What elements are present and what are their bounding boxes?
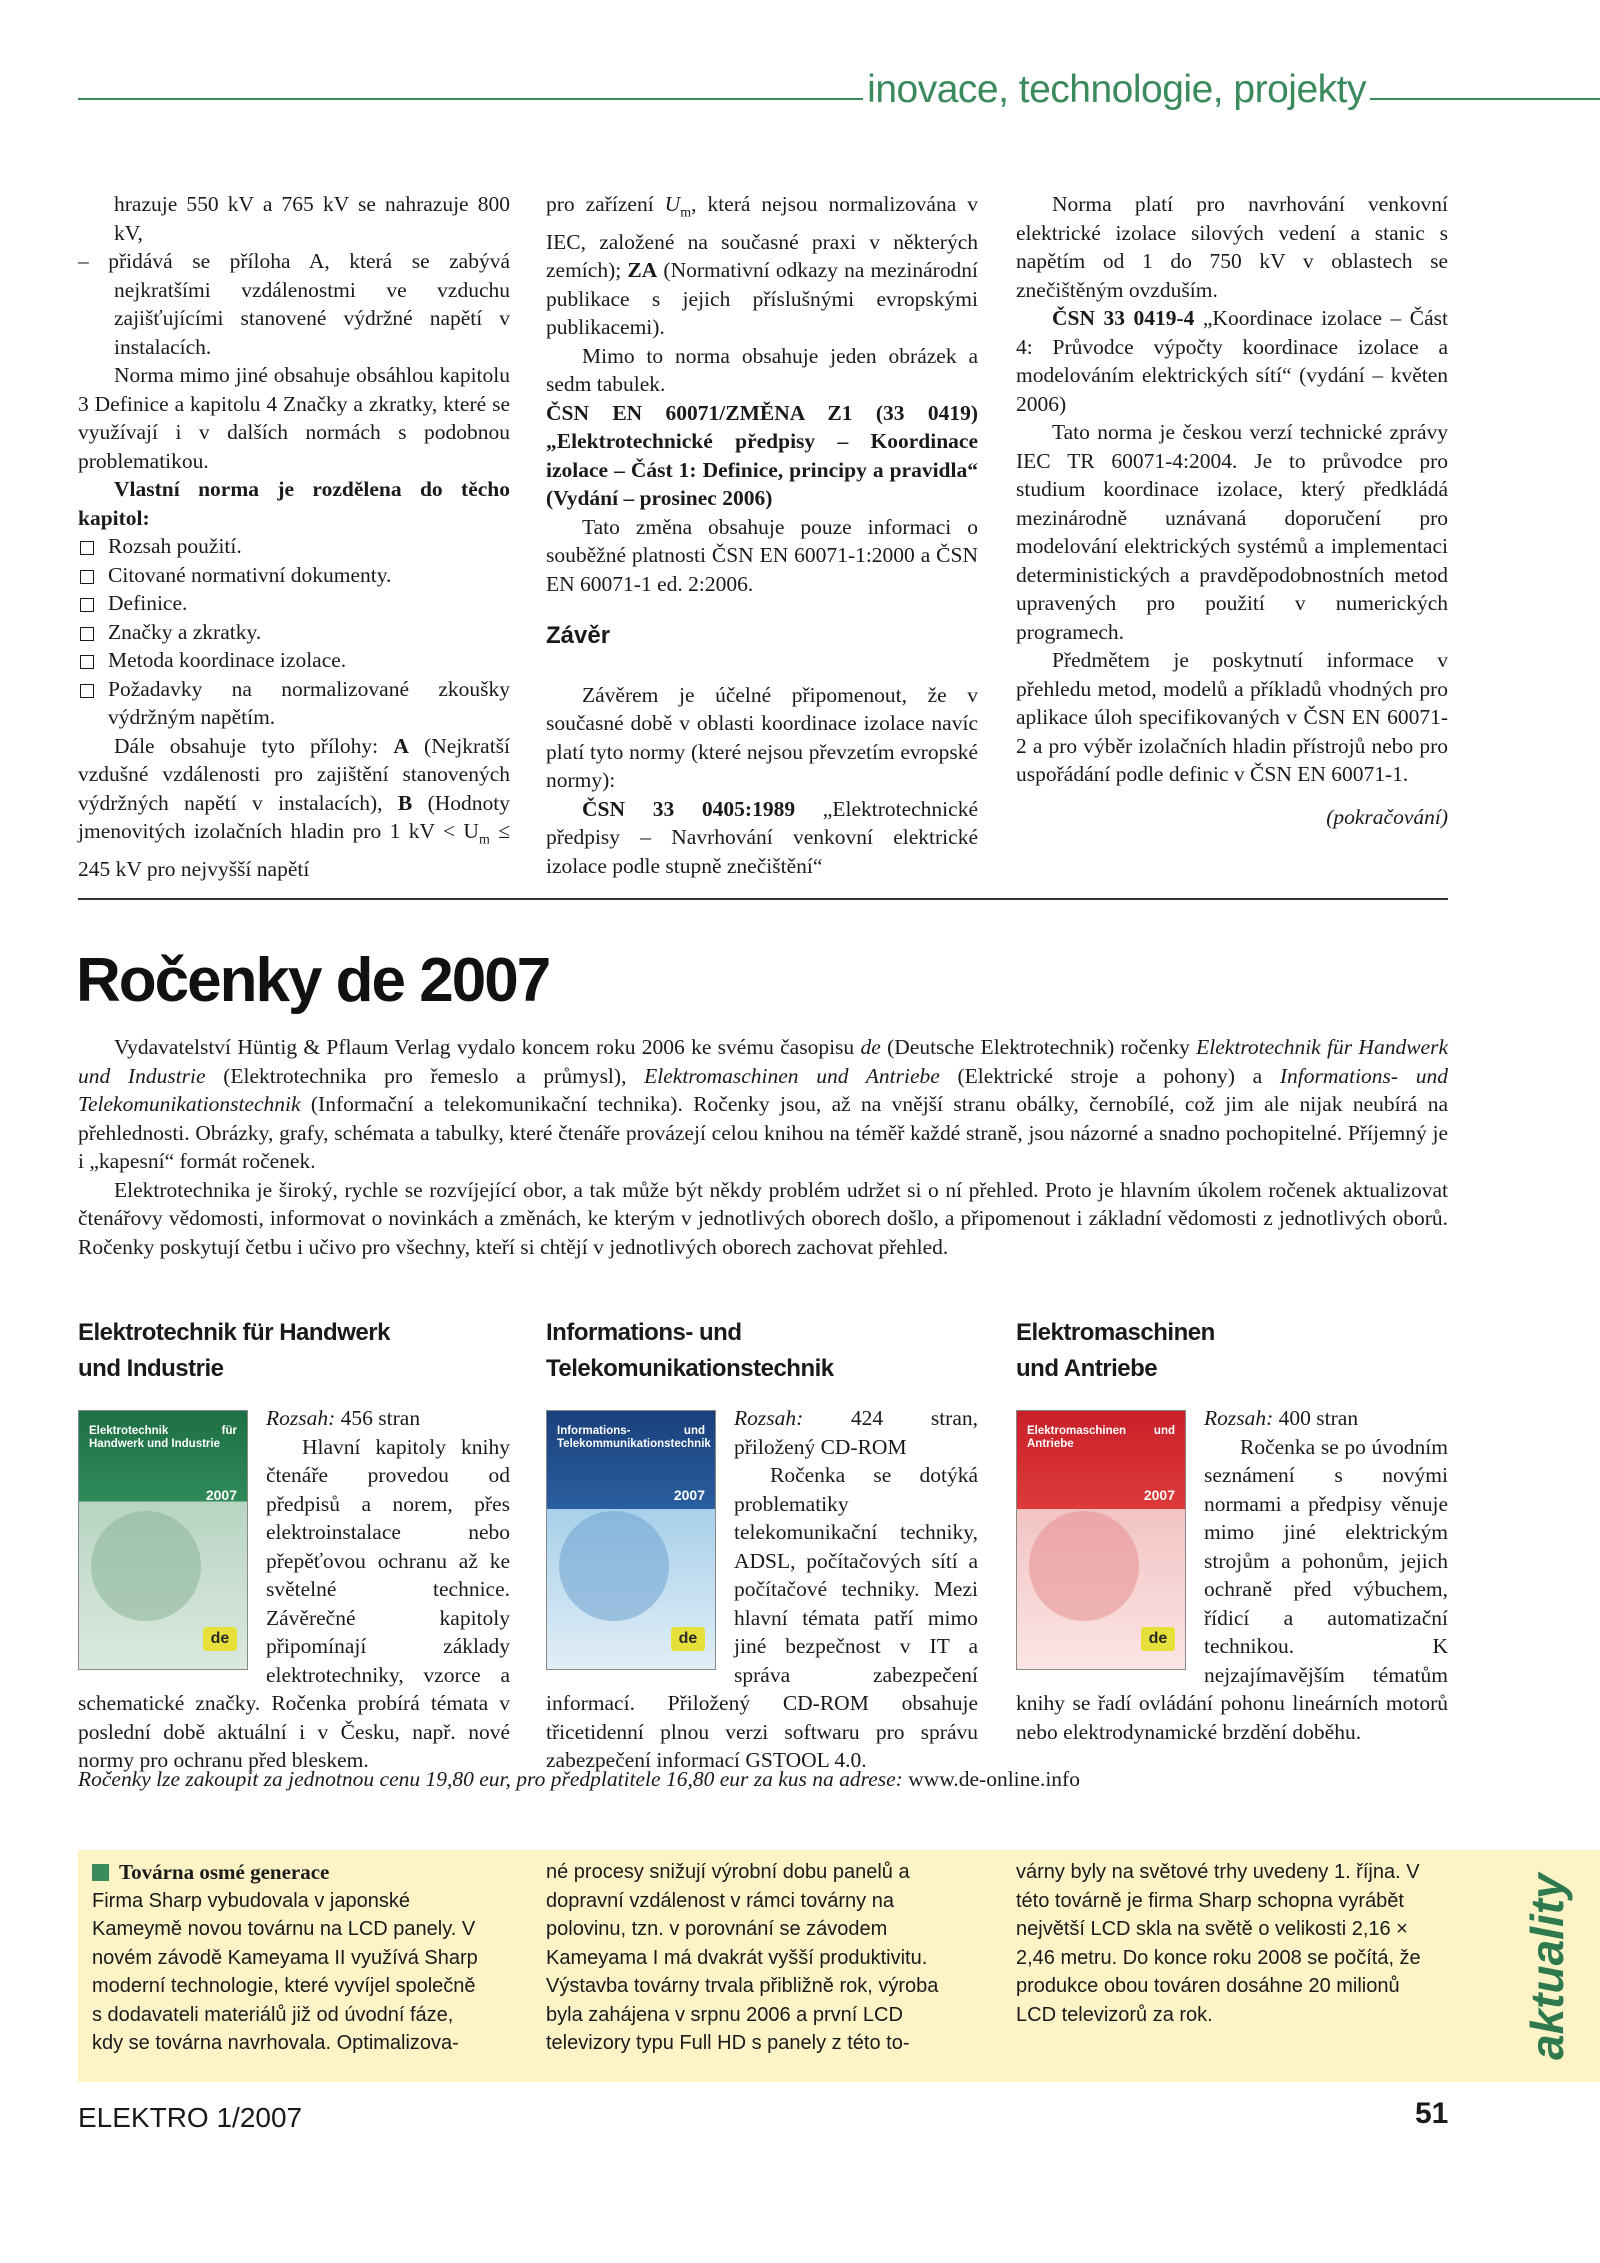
- cover-illustration: [559, 1511, 669, 1621]
- price-note: Ročenky lze zakoupit za jednotnou cenu 19,80 eur, pro předplatitele 16,80 eur za kus na adrese: www.de-online.info: [78, 1767, 1080, 1791]
- book-scope: Rozsah: 400 stran: [1204, 1406, 1359, 1430]
- list-item: Požadavky na normalizované zkoušky výdržným napětím.: [78, 675, 510, 732]
- news-column-2: [546, 1858, 976, 2058]
- news-heading: Továrna osmé generace: [92, 1858, 487, 1887]
- book-cover-image: [78, 1410, 248, 1670]
- issue-label: ELEKTRO 1/2007: [78, 2102, 303, 2133]
- section-side-label: aktuality: [1521, 1873, 1573, 2060]
- paragraph: Závěrem je účelné připomenout, že v současné době v oblasti koordinace izolace navíc platí tyto normy (které nejsou převzetím evropské normy):: [546, 682, 978, 793]
- list-item: Rozsah použití.: [78, 532, 510, 561]
- article-divider: [78, 898, 1448, 900]
- paragraph: Dále obsahuje tyto přílohy: A (Nejkratší vzdušné vzdálenosti pro zajištění stanovených výdržných napětí v instalacích), B (Hodnoty jmenovitých izolačních hladin pro 1 kV < $U_m \le 245$ kV pro nejvyšší napětí: [78, 733, 511, 881]
- article-intro: [78, 1033, 1448, 1261]
- book-cover-image: [1016, 1410, 1186, 1670]
- paragraph: pro zařízení $U_m$, která nejsou normalizována v IEC, založené na současné praxi v některých zemích); ZA (Normativní odkazy na mezinárodní publikace s jejich příslušnými evropskými publikacemi).: [546, 192, 978, 340]
- list-item: Metoda koordinace izolace.: [78, 646, 510, 675]
- book-heading: [1016, 1315, 1448, 1387]
- cover-title: Elektrotechnik für Handwerk und Industrie: [89, 1425, 237, 1450]
- news-text: Firma Sharp vybudovala v japonské Kameymě novou továrnu na LCD panely. V novém závodě Kameyama II využívá Sharp moderní technologie, které vyvíjel společně s dodavateli materiálů již od úvodní fáze, kdy se továrna navrhovala. Optimalizova-: [92, 1889, 478, 2054]
- news-text: né procesy snižují výrobní dobu panelů a dopravní vzdálenost v rámci továrny na polovinu, tzn. v porovnání se závodem Kameyama I má dvakrát vyšší produktivitu. Výstavba továrny trvala přibližně rok, výroba byla zahájena v srpnu 2006 a první LCD televizory typu Full HD s panely z této to-: [546, 1861, 939, 2054]
- website-link[interactable]: www.de-online.info: [908, 1767, 1080, 1791]
- list-item: Citované normativní dokumenty.: [78, 561, 510, 590]
- paragraph: Norma mimo jiné obsahuje obsáhlou kapitolu 3 Definice a kapitolu 4 Značky a zkratky, které se využívají i v dalších normách s podobnou problematikou.: [78, 363, 510, 473]
- section-title: inovace, technologie, projekty: [863, 68, 1370, 112]
- paragraph: ČSN 33 0419-4 „Koordinace izolace – Část 4: Průvodce výpočty koordinace izolace a modelováním elektrických sítí“ (vydání – květen 2006): [1016, 306, 1448, 416]
- section-heading: Závěr: [546, 622, 611, 650]
- chapter-list: [78, 532, 510, 732]
- continued-note: (pokračování): [1326, 804, 1448, 829]
- news-text: várny byly na světové trhy uvedeny 1. října. V této továrně je firma Sharp schopna vyrábět největší LCD skla na světě o velikosti 2,16 × 2,46 metru. Do konce roku 2008 se počítá, že produkce obou továren dosáhne 20 milionů LCD televizorů za rok.: [1016, 1861, 1421, 2026]
- page-number: 51: [1415, 2097, 1449, 2130]
- cover-title: Elektromaschinen und Antriebe: [1027, 1425, 1175, 1450]
- de-logo: de: [203, 1627, 237, 1651]
- paragraph: Elektrotechnika je široký, rychle se rozvíjející obor, a tak může být někdy problém udržet si o ní přehled. Proto je hlavním úkolem ročenek aktualizovat čtenářovy vědomosti, informovat o novinkách a změnách, ke kterým v jednotlivých oborech došlo, a připomenout i základní vědomosti z jednotlivých oborů. Ročenky poskytují četbu i učivo pro všechny, kteří si chtějí v jednotlivých oborech zachovat přehled.: [78, 1177, 1448, 1259]
- book-heading-line: Telekomunikationstechnik: [546, 1355, 834, 1382]
- paragraph: hrazuje 550 kV a 765 kV se nahrazuje 800 kV,: [114, 192, 510, 245]
- cover-year: 2007: [205, 1487, 237, 1503]
- book-entry: [546, 1404, 978, 1775]
- book-description: Ročenka se dotýká problematiky telekomunikační techniky, ADSL, počítačových sítí a počítačové techniky. Mezi hlavní témata patří mimo jiné bezpečnost v IT a správa zabezpečení informací. Přiložený CD-ROM obsahuje třicetidenní plnou verzi softwaru pro správu zabezpečení informací GSTOOL 4.0.: [546, 1463, 978, 1772]
- book-scope: Rozsah: 424 stran, přiložený CD-ROM: [734, 1406, 978, 1459]
- book-heading: [546, 1315, 978, 1387]
- standard-title: ČSN EN 60071/ZMĚNA Z1 (33 0419) „Elektrotechnické předpisy – Koordinace izolace – Část 1: Definice, principy a pravidla“ (Vydání – prosinec 2006): [546, 400, 978, 511]
- paragraph: ČSN 33 0405:1989 „Elektrotechnické předpisy – Navrhování venkovní elektrické izolace podle stupně znečištění“: [546, 796, 978, 878]
- book-heading-line: Elektrotechnik für Handwerk: [78, 1319, 390, 1346]
- book-heading-line: und Industrie: [78, 1355, 224, 1382]
- list-item: Definice.: [78, 589, 510, 618]
- de-logo: de: [671, 1627, 705, 1651]
- paragraph: Tato změna obsahuje pouze informaci o souběžné platnosti ČSN EN 60071-1:2000 a ČSN EN 60071-1 ed. 2:2006.: [546, 514, 978, 596]
- book-description: Hlavní kapitoly knihy čtenáře provedou od předpisů a norem, přes elektroinstalace nebo přepěťovou ochranu až ke světelné technice. Závěrečné kapitoly připomínají základy elektrotechniky, vzorce a schematické značky. Ročenka probírá témata v poslední době aktuální i v Česku, např. nové normy pro ochranu před bleskem.: [78, 1434, 510, 1772]
- book-heading: [78, 1315, 510, 1387]
- list-item: Značky a zkratky.: [78, 618, 510, 647]
- dash-item: – přidává se příloha A, která se zabývá nejkratšími vzdálenostmi ve vzduchu zajišťujícími stanovené výdržné napětí v instalacích.: [78, 249, 510, 359]
- header-rule-end: [1370, 98, 1600, 100]
- book-scope: Rozsah: 456 stran: [266, 1406, 421, 1430]
- cover-illustration: [1029, 1511, 1139, 1621]
- article-title: Ročenky de 2007: [76, 946, 550, 1015]
- paragraph: Předmětem je poskytnutí informace v přehledu metod, modelů a příkladů vhodných pro aplikace úloh specifikovaných v ČSN EN 60071-2 a pro výběr izolačních hladin přístrojů nebo pro uspořádání podle definic v ČSN EN 60071-1.: [1016, 648, 1448, 786]
- cover-illustration: [91, 1511, 201, 1621]
- news-column-3: [1016, 1858, 1426, 2029]
- de-logo: de: [1141, 1627, 1175, 1651]
- cover-year: 2007: [673, 1487, 705, 1503]
- book-cover-image: [546, 1410, 716, 1670]
- article-column-3: [1016, 190, 1448, 831]
- paragraph: Norma platí pro navrhování venkovní elektrické izolace silových vedení a stanic s napětím od 1 do 750 kV v oblastech se znečištěným ovzduším.: [1016, 192, 1448, 302]
- article-column-1: [78, 190, 510, 883]
- paragraph: Mimo to norma obsahuje jeden obrázek a sedm tabulek.: [546, 343, 978, 397]
- paragraph: Vydavatelství Hüntig & Pflaum Verlag vydalo koncem roku 2006 ke svému časopisu de (Deutsche Elektrotechnik) ročenky Elektrotechnik für Handwerk und Industrie (Elektrotechnika pro řemeslo a průmysl), Elektromaschinen und Antriebe (Elektrické stroje a pohony) a Informations- und Telekomunikationstechnik (Informační a telekomunikační technika). Ročenky jsou, až na vnější stranu obálky, černobílé, což jim ale nijak neubírá na přehlednosti. Obrázky, grafy, schémata a tabulky, které čtenáře provázejí celou knihou na téměř každé straně, jsou názorné a snadno pochopitelné. Příjemný je i „kapesní“ formát ročenek.: [78, 1035, 1448, 1173]
- square-bullet-icon: [92, 1864, 109, 1881]
- book-entry: [1016, 1404, 1448, 1746]
- book-heading-line: Elektromaschinen: [1016, 1319, 1215, 1346]
- book-heading-line: Informations- und: [546, 1319, 742, 1346]
- paragraph: Tato norma je českou verzí technické zprávy IEC TR 60071-4:2004. Je to průvodce pro studium koordinace izolace, který předkládá mezinárodně uznávaná doporučení pro modelování elektrických systémů a implementaci deterministických a pravděpodobnostních metod upravených pro použití v numerických programech.: [1016, 420, 1448, 644]
- book-description: Ročenka se po úvodním seznámení s novými normami a předpisy věnuje mimo jiné elektrickým strojům a pohonům, jejich ochraně před výbuchem, řídicí a automatizační technikou. K nejzajímavějším tématům knihy se řadí ovládání pohonu lineárních motorů nebo elektrodynamické brzdění doběhu.: [1016, 1434, 1448, 1744]
- cover-title: Informations- und Telekommunikationstechnik: [557, 1425, 711, 1450]
- paragraph-bold: Vlastní norma je rozdělena do těcho kapitol:: [78, 477, 510, 530]
- news-column-1: [92, 1858, 487, 2058]
- article-column-2: [546, 190, 978, 880]
- cover-year: 2007: [1143, 1487, 1175, 1503]
- book-entry: [78, 1404, 510, 1775]
- book-heading-line: und Antriebe: [1016, 1355, 1158, 1382]
